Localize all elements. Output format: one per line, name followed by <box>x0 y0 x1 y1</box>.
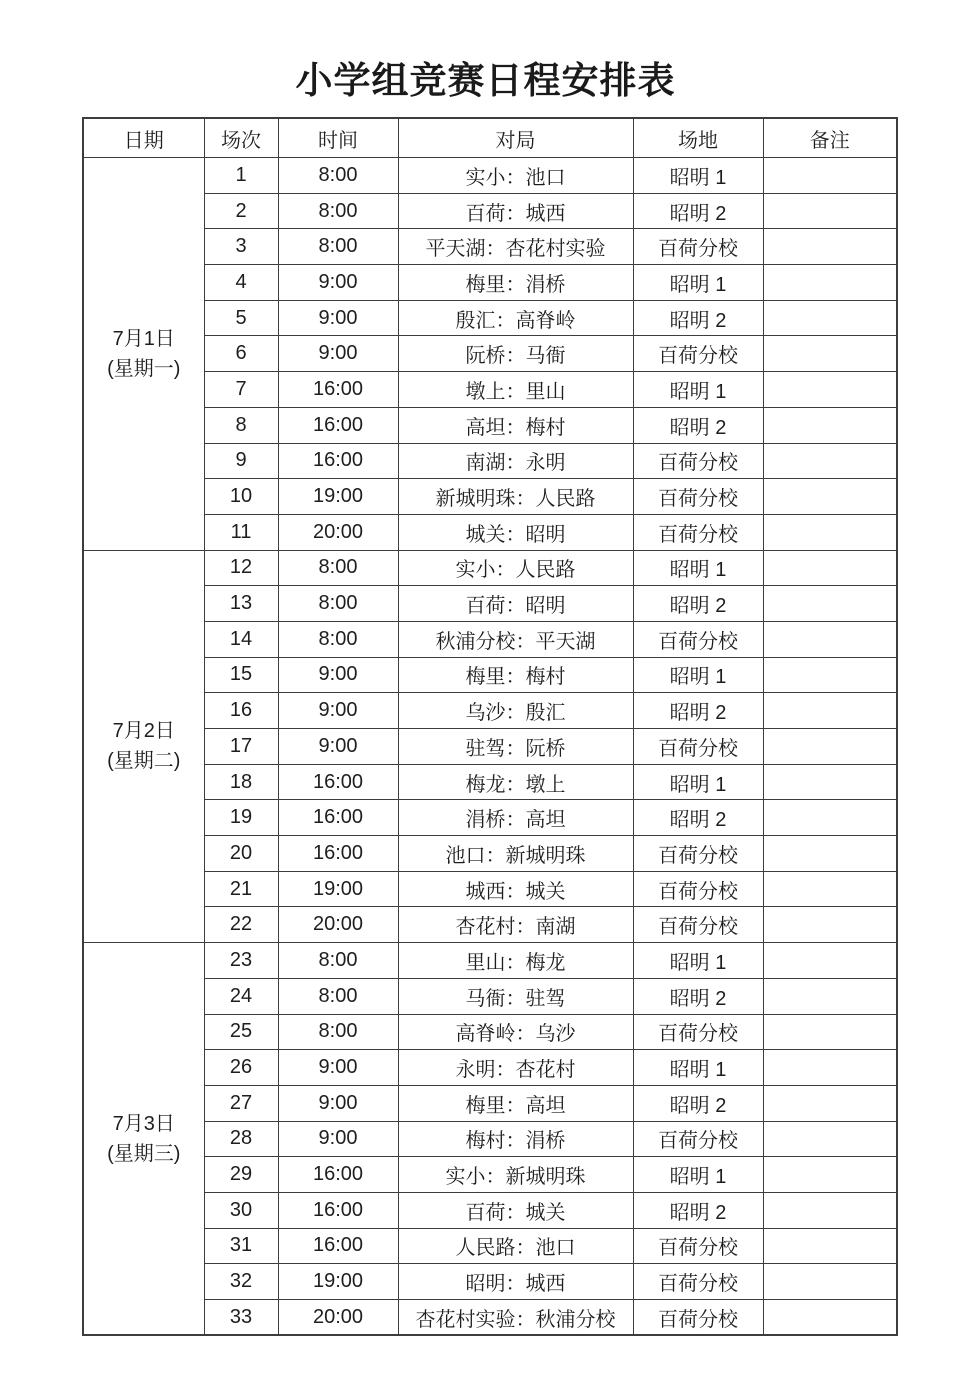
note-cell <box>763 443 897 479</box>
note-cell <box>763 300 897 336</box>
table-row <box>83 871 897 907</box>
time-cell: 9:00 <box>278 1121 398 1157</box>
pairing-cell: 高坦：梅村 <box>398 407 633 443</box>
match-no-cell: 33 <box>204 1300 278 1336</box>
venue-cell: 百荷分校 <box>633 443 763 479</box>
table-row <box>83 764 897 800</box>
match-no-cell: 13 <box>204 586 278 622</box>
venue-cell: 百荷分校 <box>633 1121 763 1157</box>
table-row <box>83 336 897 372</box>
table-row <box>83 729 897 765</box>
table-body <box>83 158 897 1336</box>
note-cell <box>763 871 897 907</box>
match-no-cell: 30 <box>204 1192 278 1228</box>
note-cell <box>763 1228 897 1264</box>
match-no-cell: 16 <box>204 693 278 729</box>
pairing-cell: 实小：人民路 <box>398 550 633 586</box>
note-cell <box>763 1050 897 1086</box>
venue-cell: 昭明 2 <box>633 800 763 836</box>
time-cell: 8:00 <box>278 550 398 586</box>
venue-cell: 昭明 1 <box>633 764 763 800</box>
note-cell <box>763 1192 897 1228</box>
table-row <box>83 407 897 443</box>
time-cell: 9:00 <box>278 1085 398 1121</box>
time-cell: 16:00 <box>278 407 398 443</box>
schedule-table <box>82 117 898 1336</box>
venue-cell: 百荷分校 <box>633 1228 763 1264</box>
time-cell: 19:00 <box>278 871 398 907</box>
pairing-cell: 阮桥：马衙 <box>398 336 633 372</box>
table-row <box>83 657 897 693</box>
venue-cell: 昭明 2 <box>633 193 763 229</box>
column-header-note: 备注 <box>763 118 897 158</box>
note-cell <box>763 586 897 622</box>
table-row <box>83 479 897 515</box>
column-header-time: 时间 <box>278 118 398 158</box>
time-cell: 20:00 <box>278 1300 398 1336</box>
note-cell <box>763 407 897 443</box>
note-cell <box>763 193 897 229</box>
time-cell: 16:00 <box>278 1192 398 1228</box>
match-no-cell: 23 <box>204 943 278 979</box>
venue-cell: 百荷分校 <box>633 871 763 907</box>
weekday-text: (星期三) <box>107 1142 181 1165</box>
match-no-cell: 3 <box>204 229 278 265</box>
time-cell: 9:00 <box>278 657 398 693</box>
match-no-cell: 2 <box>204 193 278 229</box>
pairing-cell: 梅龙：墩上 <box>398 764 633 800</box>
table-row <box>83 1121 897 1157</box>
date-cell <box>83 943 204 1336</box>
pairing-cell: 墩上：里山 <box>398 372 633 408</box>
table-row <box>83 1264 897 1300</box>
venue-cell: 百荷分校 <box>633 836 763 872</box>
note-cell <box>763 336 897 372</box>
match-no-cell: 32 <box>204 1264 278 1300</box>
pairing-cell: 杏花村：南湖 <box>398 907 633 943</box>
table-row <box>83 800 897 836</box>
table-row <box>83 978 897 1014</box>
note-cell <box>763 657 897 693</box>
pairing-cell: 池口：新城明珠 <box>398 836 633 872</box>
venue-cell: 昭明 1 <box>633 657 763 693</box>
match-no-cell: 29 <box>204 1157 278 1193</box>
pairing-cell: 马衙：驻驾 <box>398 978 633 1014</box>
pairing-cell: 昭明：城西 <box>398 1264 633 1300</box>
venue-cell: 昭明 1 <box>633 158 763 194</box>
table-row <box>83 1228 897 1264</box>
match-no-cell: 21 <box>204 871 278 907</box>
match-no-cell: 17 <box>204 729 278 765</box>
match-no-cell: 14 <box>204 621 278 657</box>
date-text: 7月3日 <box>112 1112 175 1135</box>
pairing-cell: 城关：昭明 <box>398 514 633 550</box>
table-row <box>83 836 897 872</box>
note-cell <box>763 1085 897 1121</box>
time-cell: 16:00 <box>278 372 398 408</box>
match-no-cell: 15 <box>204 657 278 693</box>
note-cell <box>763 978 897 1014</box>
venue-cell: 百荷分校 <box>633 1300 763 1336</box>
pairing-cell: 里山：梅龙 <box>398 943 633 979</box>
venue-cell: 百荷分校 <box>633 1264 763 1300</box>
match-no-cell: 11 <box>204 514 278 550</box>
time-cell: 20:00 <box>278 907 398 943</box>
time-cell: 8:00 <box>278 943 398 979</box>
table-row <box>83 193 897 229</box>
note-cell <box>763 1300 897 1336</box>
time-cell: 20:00 <box>278 514 398 550</box>
note-cell <box>763 158 897 194</box>
venue-cell: 昭明 1 <box>633 550 763 586</box>
pairing-cell: 实小：新城明珠 <box>398 1157 633 1193</box>
note-cell <box>763 693 897 729</box>
table-row <box>83 1157 897 1193</box>
venue-cell: 昭明 2 <box>633 1085 763 1121</box>
time-cell: 9:00 <box>278 300 398 336</box>
venue-cell: 昭明 2 <box>633 978 763 1014</box>
note-cell <box>763 1121 897 1157</box>
column-header-venue: 场地 <box>633 118 763 158</box>
pairing-cell: 永明：杏花村 <box>398 1050 633 1086</box>
time-cell: 8:00 <box>278 621 398 657</box>
time-cell: 19:00 <box>278 1264 398 1300</box>
time-cell: 9:00 <box>278 729 398 765</box>
venue-cell: 昭明 2 <box>633 586 763 622</box>
pairing-cell: 杏花村实验：秋浦分校 <box>398 1300 633 1336</box>
venue-cell: 百荷分校 <box>633 229 763 265</box>
table-row <box>83 443 897 479</box>
venue-cell: 百荷分校 <box>633 1014 763 1050</box>
time-cell: 9:00 <box>278 265 398 301</box>
table-row <box>83 1085 897 1121</box>
table-row <box>83 1014 897 1050</box>
table-row <box>83 1050 897 1086</box>
note-cell <box>763 1157 897 1193</box>
match-no-cell: 20 <box>204 836 278 872</box>
note-cell <box>763 621 897 657</box>
table-row <box>83 550 897 586</box>
note-cell <box>763 764 897 800</box>
match-no-cell: 10 <box>204 479 278 515</box>
venue-cell: 昭明 1 <box>633 265 763 301</box>
table-row <box>83 586 897 622</box>
pairing-cell: 南湖：永明 <box>398 443 633 479</box>
venue-cell: 昭明 2 <box>633 693 763 729</box>
venue-cell: 百荷分校 <box>633 907 763 943</box>
match-no-cell: 7 <box>204 372 278 408</box>
time-cell: 8:00 <box>278 586 398 622</box>
match-no-cell: 31 <box>204 1228 278 1264</box>
pairing-cell: 涓桥：高坦 <box>398 800 633 836</box>
note-cell <box>763 729 897 765</box>
match-no-cell: 12 <box>204 550 278 586</box>
pairing-cell: 梅村：涓桥 <box>398 1121 633 1157</box>
date-text: 7月1日 <box>112 327 175 350</box>
match-no-cell: 19 <box>204 800 278 836</box>
time-cell: 16:00 <box>278 836 398 872</box>
table-row <box>83 229 897 265</box>
time-cell: 8:00 <box>278 193 398 229</box>
venue-cell: 昭明 1 <box>633 1157 763 1193</box>
weekday-text: (星期二) <box>107 750 181 773</box>
note-cell <box>763 229 897 265</box>
match-no-cell: 27 <box>204 1085 278 1121</box>
note-cell <box>763 550 897 586</box>
note-cell <box>763 800 897 836</box>
pairing-cell: 平天湖：杏花村实验 <box>398 229 633 265</box>
match-no-cell: 9 <box>204 443 278 479</box>
time-cell: 8:00 <box>278 978 398 1014</box>
weekday-text: (星期一) <box>107 357 181 380</box>
table-row <box>83 1300 897 1336</box>
venue-cell: 百荷分校 <box>633 336 763 372</box>
venue-cell: 百荷分校 <box>633 729 763 765</box>
venue-cell: 昭明 2 <box>633 407 763 443</box>
note-cell <box>763 514 897 550</box>
date-cell <box>83 158 204 551</box>
time-cell: 9:00 <box>278 336 398 372</box>
time-cell: 8:00 <box>278 1014 398 1050</box>
match-no-cell: 6 <box>204 336 278 372</box>
pairing-cell: 实小：池口 <box>398 158 633 194</box>
time-cell: 9:00 <box>278 1050 398 1086</box>
pairing-cell: 梅里：梅村 <box>398 657 633 693</box>
venue-cell: 昭明 1 <box>633 372 763 408</box>
venue-cell: 百荷分校 <box>633 621 763 657</box>
time-cell: 16:00 <box>278 443 398 479</box>
pairing-cell: 乌沙：殷汇 <box>398 693 633 729</box>
pairing-cell: 百荷：城关 <box>398 1192 633 1228</box>
match-no-cell: 24 <box>204 978 278 1014</box>
page-title: 小学组竞赛日程安排表 <box>295 60 676 101</box>
pairing-cell: 百荷：城西 <box>398 193 633 229</box>
note-cell <box>763 943 897 979</box>
table-row <box>83 514 897 550</box>
table-row <box>83 265 897 301</box>
note-cell <box>763 372 897 408</box>
time-cell: 19:00 <box>278 479 398 515</box>
match-no-cell: 4 <box>204 265 278 301</box>
pairing-cell: 秋浦分校：平天湖 <box>398 621 633 657</box>
note-cell <box>763 265 897 301</box>
table-row <box>83 1192 897 1228</box>
note-cell <box>763 1264 897 1300</box>
table-row <box>83 300 897 336</box>
venue-cell: 百荷分校 <box>633 479 763 515</box>
header-row <box>83 118 897 158</box>
match-no-cell: 28 <box>204 1121 278 1157</box>
match-no-cell: 8 <box>204 407 278 443</box>
table-row <box>83 907 897 943</box>
column-header-match-no: 场次 <box>204 118 278 158</box>
time-cell: 16:00 <box>278 1157 398 1193</box>
venue-cell: 昭明 2 <box>633 1192 763 1228</box>
schedule-table-container <box>82 117 898 1336</box>
note-cell <box>763 1014 897 1050</box>
table-row <box>83 372 897 408</box>
pairing-cell: 人民路：池口 <box>398 1228 633 1264</box>
note-cell <box>763 479 897 515</box>
date-text: 7月2日 <box>112 720 175 743</box>
note-cell <box>763 836 897 872</box>
pairing-cell: 梅里：高坦 <box>398 1085 633 1121</box>
pairing-cell: 驻驾：阮桥 <box>398 729 633 765</box>
pairing-cell: 城西：城关 <box>398 871 633 907</box>
venue-cell: 昭明 2 <box>633 300 763 336</box>
date-cell <box>83 550 204 943</box>
time-cell: 16:00 <box>278 800 398 836</box>
pairing-cell: 高脊岭：乌沙 <box>398 1014 633 1050</box>
match-no-cell: 25 <box>204 1014 278 1050</box>
venue-cell: 昭明 1 <box>633 943 763 979</box>
venue-cell: 昭明 1 <box>633 1050 763 1086</box>
pairing-cell: 殷汇：高脊岭 <box>398 300 633 336</box>
table-row <box>83 158 897 194</box>
pairing-cell: 百荷：昭明 <box>398 586 633 622</box>
table-header <box>83 118 897 158</box>
column-header-pairing: 对局 <box>398 118 633 158</box>
match-no-cell: 5 <box>204 300 278 336</box>
match-no-cell: 22 <box>204 907 278 943</box>
column-header-date: 日期 <box>83 118 204 158</box>
pairing-cell: 梅里：涓桥 <box>398 265 633 301</box>
time-cell: 16:00 <box>278 1228 398 1264</box>
time-cell: 8:00 <box>278 158 398 194</box>
table-row <box>83 943 897 979</box>
time-cell: 9:00 <box>278 693 398 729</box>
pairing-cell: 新城明珠：人民路 <box>398 479 633 515</box>
venue-cell: 百荷分校 <box>633 514 763 550</box>
match-no-cell: 18 <box>204 764 278 800</box>
time-cell: 8:00 <box>278 229 398 265</box>
table-row <box>83 621 897 657</box>
match-no-cell: 26 <box>204 1050 278 1086</box>
time-cell: 16:00 <box>278 764 398 800</box>
table-row <box>83 693 897 729</box>
match-no-cell: 1 <box>204 158 278 194</box>
note-cell <box>763 907 897 943</box>
